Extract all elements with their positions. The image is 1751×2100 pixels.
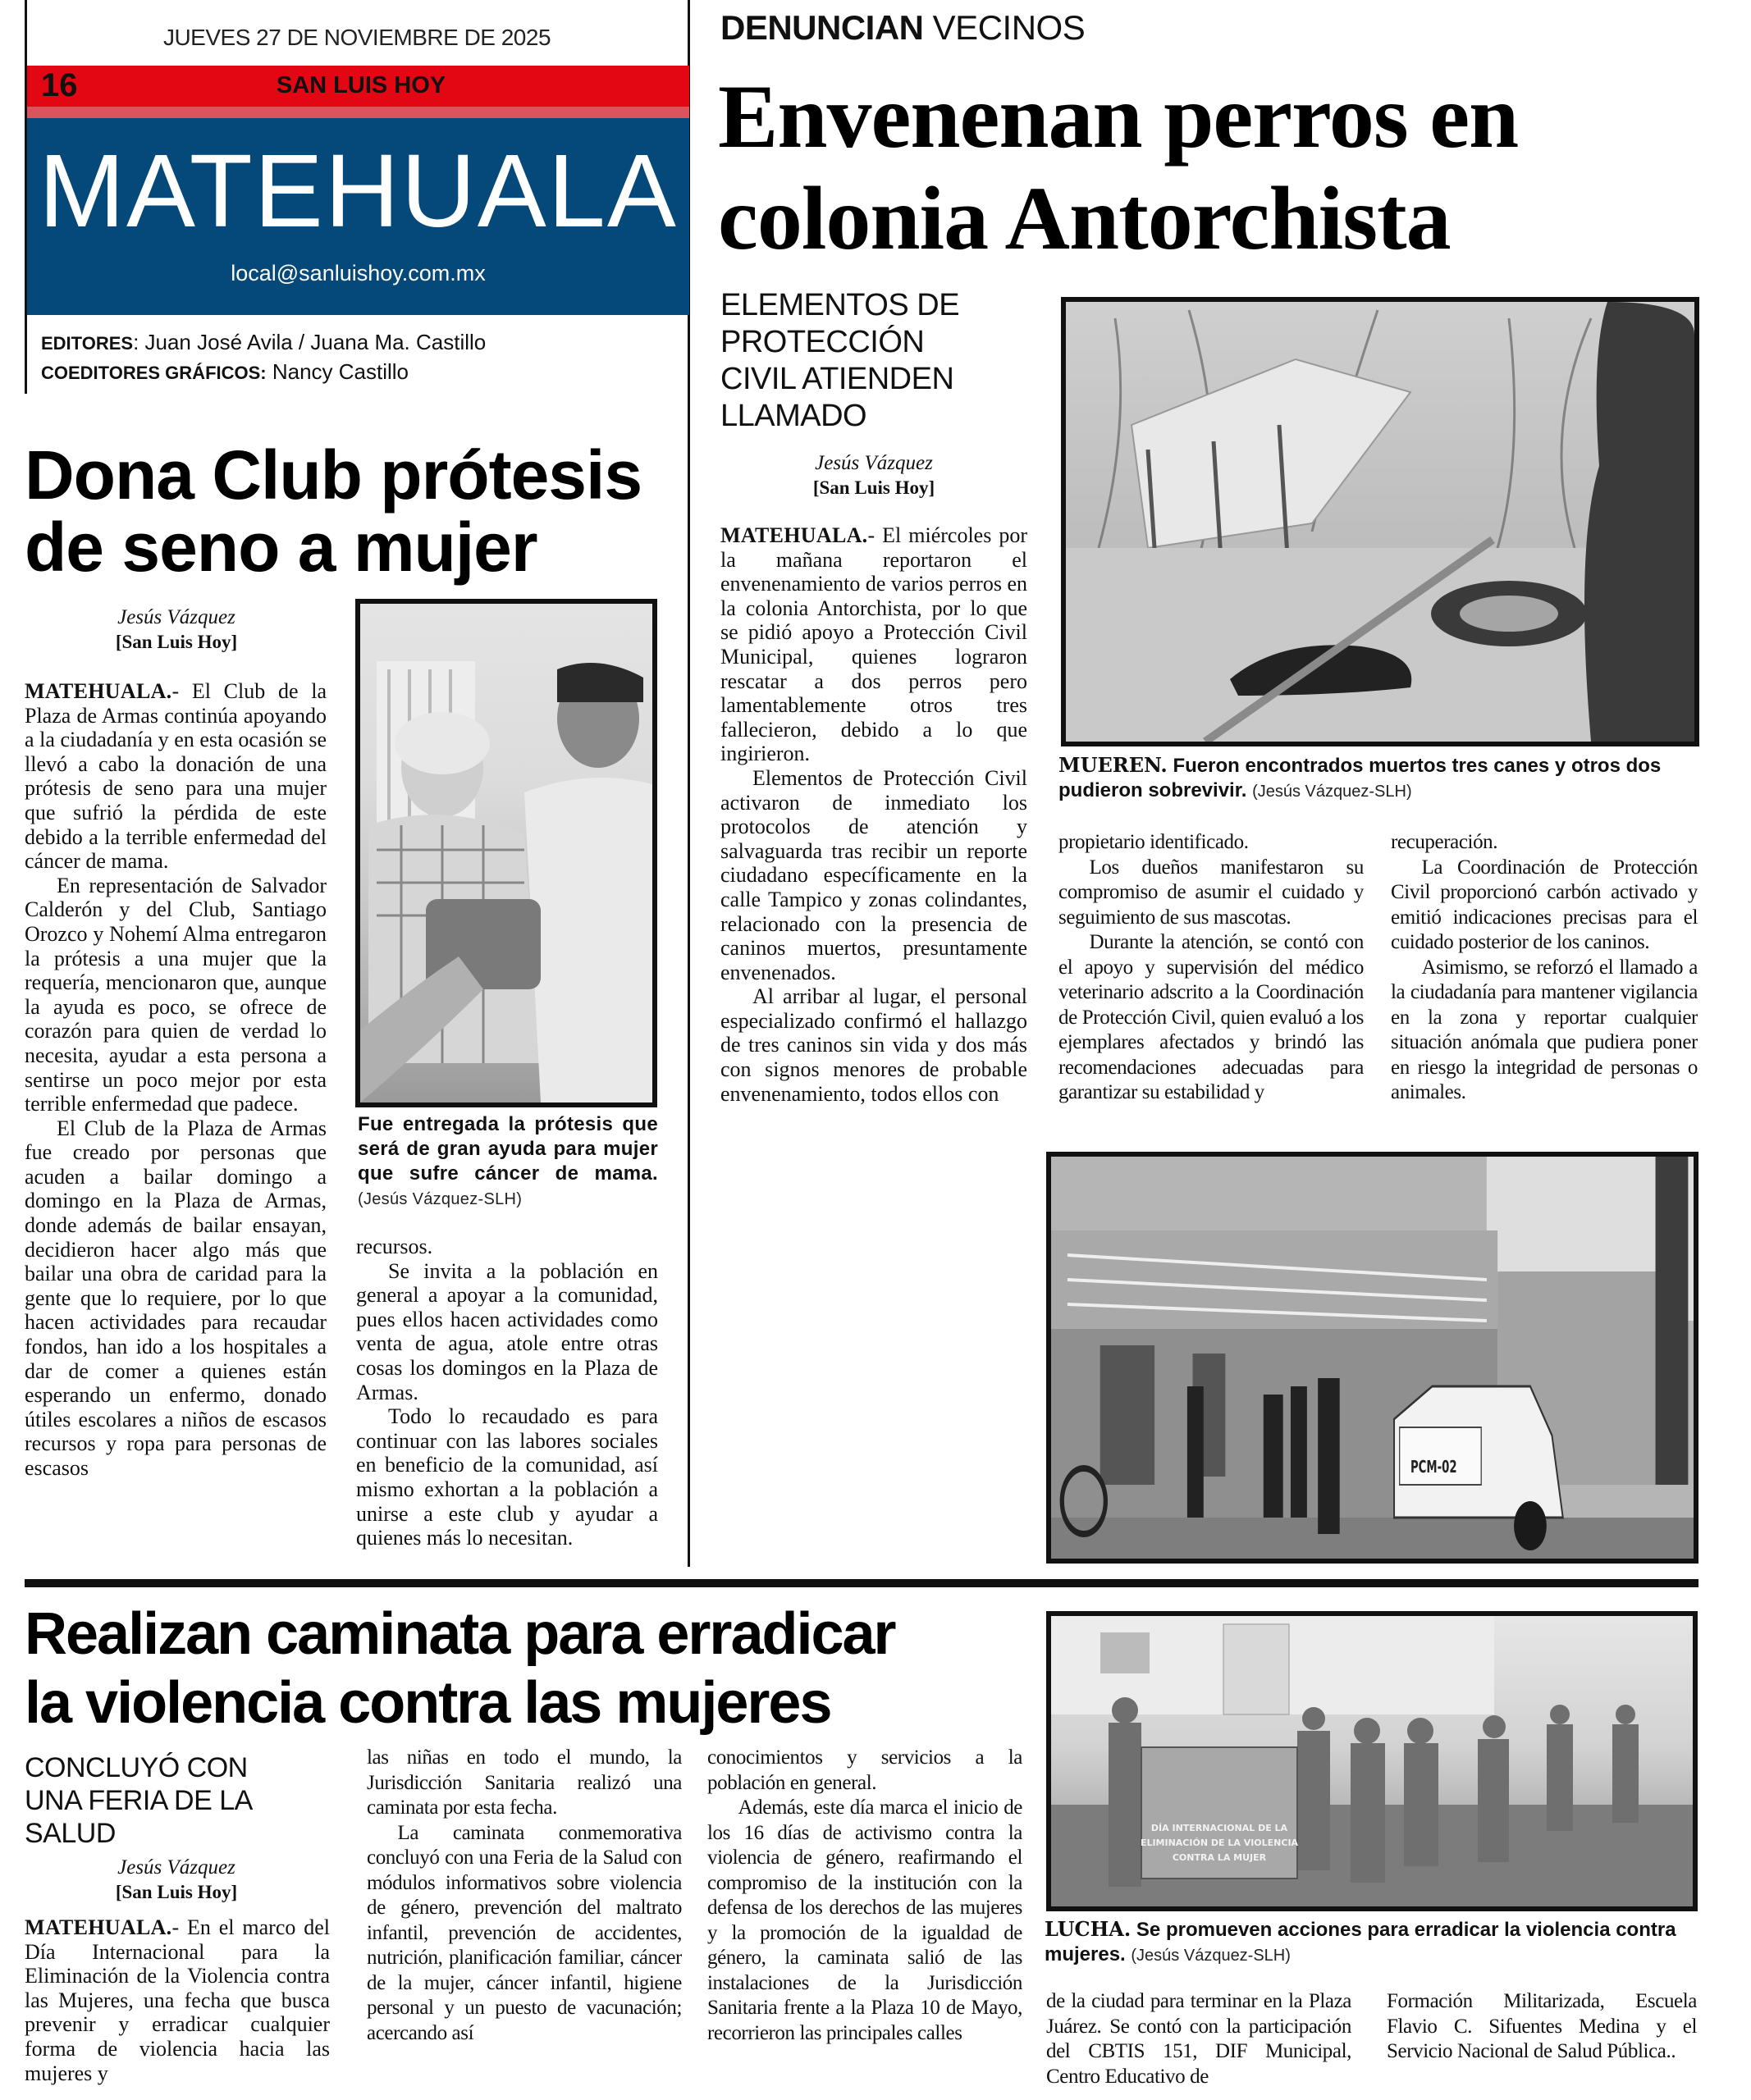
paper-name: SAN LUIS HOY [276,72,446,98]
dogs-kicker [720,8,1085,48]
march-headline-line2: la violencia contra las mujeres [25,1670,831,1736]
prosthesis-photo-caption [358,1112,658,1212]
dogs-subhead-line: CIVIL ATIENDEN [720,362,954,396]
prosthesis-byline [25,605,328,655]
march-scene-illustration [1051,1616,1693,1906]
dogs-subhead-line: PROTECCIÓN [720,325,925,359]
tall-tree [1656,1157,1689,1485]
dogs-paragraph: La Coordinación de Protección Civil proporcionó carbón activado y emitió indicaciones precisas para el cuidado posterior de los caninos. [1391,856,1698,953]
dogs-byline [738,451,1009,500]
man-shirt [524,778,652,1102]
dogs-paragraph: Al arribar al lugar, el personal especializado confirmó el hallazgo de tres caninos sin vida y dos más con signos menores de probable envenenamiento, todos ellos con [720,984,1027,1106]
march-headline-line1: Realizan caminata para erradicar [25,1601,895,1667]
dogs-body-col1 [720,523,1027,1147]
prosthesis-photo [355,599,657,1107]
prosthesis-photo-illustration [360,604,652,1102]
march-paragraph: Además, este día marca el inicio de los 16 días de activismo contra la violencia de género, reafirmando el compromiso de la institución con la defensa de los derechos de las mujeres y la promoción de la igualdad de género, la caminata salió de las instalaciones de la Jurisdicción Sanitaria frente a la Plaza 10 de Mayo, recorrieron las principales calles [707,1796,1022,2044]
march-photo [1046,1611,1698,1911]
dogs-scene-photo [1061,297,1699,746]
truck-wheel [1514,1501,1547,1550]
dogs-paragraph: MATEHUALA.- El miércoles por la mañana reportaron el envenenamiento de varios perros en la colonia Antorchista, por lo que se pidió apoyo a Protección Civil Municipal, quienes lograron rescatar a dos perros pero lamentablemente otros tres fallecieron, debido a lo que ingirieron. [720,523,1027,766]
man-hair [557,663,643,702]
march-caption-text: Se promueven acciones para erradicar la violencia contra mujeres. [1045,1919,1676,1965]
dogs-subhead-line: ELEMENTOS DE [720,288,960,322]
dogs-photo-caption [1058,753,1698,804]
building-window [1100,1632,1150,1673]
march-author: Jesús Vázquez [117,1856,235,1879]
prosthesis-paragraph: MATEHUALA.- El Club de la Plaza de Armas continúa apoyando a la ciudadanía y en esta ocasión se llevó a cabo la donación de una prótesis de seno para una mujer que sufrió la pérdida de este debido a la terrible enfermedad del cáncer de mama. [25,679,327,874]
dogs-headline [718,66,1703,269]
prosthesis-photo-credit: (Jesús Vázquez-SLH) [358,1190,523,1208]
dogs-body-col2 [1058,830,1364,1146]
prosthesis-body-col1 [25,679,327,1573]
woman-hair [395,712,490,774]
dogs-headline-line2: colonia Antorchista [718,168,1451,268]
prosthesis-caption-text: Fue entregada la prótesis que será de gran ayuda para mujer que sufre cáncer de mama. [358,1113,658,1185]
march-body-col2 [367,1746,682,2100]
march-subhead [25,1751,353,1850]
tarp-shelter [1132,359,1410,548]
banner-text-line2: ELIMINACIÓN DE LA VIOLENCIA [1140,1838,1299,1848]
editors-line [41,328,486,358]
prosthesis-paragraph: recursos. [356,1235,433,1258]
prosthesis-headline [25,436,681,586]
dogs-subhead [720,287,1049,435]
march-paragraph: de la ciudad para terminar en la Plaza Juárez. Se contó con la participación del CBTIS 151, DIF Municipal, Centro Educativo de [1046,1990,1351,2088]
dogs-paragraph: propietario identificado. [1058,831,1249,853]
street-scene-illustration [1051,1157,1694,1559]
march-paragraph: La caminata conmemorativa concluyó con una Feria de la Salud con módulos informativos sobre violencia de género, prevención del maltrato infantil, prevención de accidentes, nutrición, planificación familiar, cáncer de la mujer, cáncer infantil, higiene personal y un puesto de vacunación; acercando así [367,1821,682,2044]
street [1051,1518,1694,1559]
issue-date: JUEVES 27 DE NOVIEMBRE DE 2025 [162,25,551,50]
dogs-scene-illustration [1066,302,1694,742]
march-body-col1 [25,1915,330,2100]
dogs-kicker-light: VECINOS [923,8,1086,47]
dogs-caption-keyword: MUEREN. [1058,753,1168,777]
march-paragraph: las niñas en todo el mundo, la Jurisdicción Sanitaria realizó una caminata por esta fecha. [367,1746,682,1819]
dogs-body-col3 [1391,830,1698,1146]
section-email[interactable]: local@sanluishoy.com.mx [231,261,486,285]
dogs-headline-line1: Envenenan perros en [718,66,1519,167]
march-byline [49,1856,304,1905]
march-dateline: MATEHUALA. [25,1915,172,1939]
march-headline [25,1600,1034,1737]
section-title: MATEHUALA [39,133,678,249]
person-silhouette [1584,302,1694,742]
march-subhead-line: UNA FERIA DE LA [25,1785,253,1816]
march-subhead-line: CONCLUYÓ CON [25,1752,248,1783]
editors-label: EDITORES [41,333,134,354]
march-photo-credit: (Jesús Vázquez-SLH) [1131,1947,1291,1965]
graphic-editors-label: COEDITORES GRÁFICOS: [41,363,267,383]
dogs-paragraph: Asimismo, se reforzó el llamado a la ciudadanía para mantener vigilancia en la zona y reportar cualquier situación anómala que pudiera poner en riesgo la integridad de personas o animales. [1391,956,1698,1103]
march-paragraph: conocimientos y servicios a la población en general. [707,1746,1022,1794]
march-photo-caption [1045,1917,1701,1968]
dogs-photo-credit: (Jesús Vázquez-SLH) [1252,783,1412,801]
dogs-subhead-line: LLAMADO [720,399,867,433]
dogs-paragraph: recuperación. [1391,831,1498,853]
truck-plate: PCM-02 [1410,1458,1457,1477]
dogs-author: Jesús Vázquez [815,452,933,474]
march-outlet: [San Luis Hoy] [115,1882,238,1902]
building-door [1223,1624,1289,1714]
dogs-paragraph: Los dueños manifestaron su compromiso de asumir el cuidado y seguimiento de sus mascotas. [1058,856,1364,929]
march-paragraph: MATEHUALA.- En el marco del Día Internacional para la Eliminación de la Violencia contra las Mujeres, una fecha que busca prevenir y erradicar cualquier forma de violencia hacia las mujeres y [25,1915,330,2085]
march-body-col3 [707,1746,1022,2100]
prosthesis-headline-line1: Dona Club prótesis [25,436,642,514]
masthead-pink-strip [27,107,689,118]
graphic-editors-line [41,358,486,387]
editors-credits [41,328,486,387]
editors-names: : Juan José Avila / Juana Ma. Castillo [133,330,487,354]
window-bars [1100,1345,1154,1485]
dogs-outlet: [San Luis Hoy] [812,477,935,498]
march-subhead-line: SALUD [25,1818,116,1849]
prosthesis-paragraph: El Club de la Plaza de Armas fue creado por personas que acuden a bailar domingo a domingo en la Plaza de Armas, donde además de bailar ensayan, decidieron hacer algo más que bailar una obra de caridad para la gente que lo requiere, por lo que hacen actividades para recaudar fondos, han ido a los hospitales a dar de comer a quienes están esperando un enfermo, donado útiles escolares a niños de escasos recursos y ropa para personas de escasos [25,1116,327,1480]
march-paragraph: Formación Militarizada, Escuela Flavio C. Sifuentes Medina y el Servicio Nacional de Salud Pública.. [1387,1990,1697,2062]
dogs-kicker-bold: DENUNCIAN [720,8,924,47]
prosthesis-paragraph: Se invita a la población en general a apoyar a la comunidad, pues ellos hacen actividades como venta de agua, atole entre otras cosas los domingos en la Plaza de Armas. [356,1258,658,1404]
house-upper-floor [1051,1230,1497,1329]
banner-text-line1: DÍA INTERNACIONAL DE LA [1150,1823,1288,1833]
civil-protection-street-photo [1046,1152,1698,1564]
march-body-col5 [1387,1989,1697,2100]
prosthesis-author: Jesús Vázquez [117,606,235,628]
prosthesis-paragraph: En representación de Salvador Calderón y del Club, Santiago Orozco y Nohemí Alma entregaron la prótesis a una mujer que la requería, mencionaron que, aunque la ayuda es poco, se ofrece de corazón para quien de verdad lo necesita, ayudar a esta persona a sentirse un poco mejor por esta terrible enfermedad que padece. [25,873,327,1116]
dogs-dateline: MATEHUALA. [720,523,868,547]
dogs-paragraph: Durante la atención, se contó con el apoyo y supervisión del médico veterinario adscrito a la Coordinación de Protección Civil, quien evaluó a los ejemplares afectados y brindó las recomendaciones adecuadas para garantizar su estabilidad y [1058,931,1364,1103]
march-caption-keyword: LUCHA. [1045,1917,1132,1941]
tire-hole [1460,596,1558,632]
banner-text-line3: CONTRA LA MUJER [1172,1852,1267,1863]
graphic-editors-names: Nancy Castillo [266,359,409,384]
section-rule [25,1579,1698,1587]
prosthesis-outlet: [San Luis Hoy] [115,632,238,652]
prosthesis-body-col2 [356,1235,658,1575]
prosthesis-paragraph: Todo lo recaudado es para continuar con las labores sociales en beneficio de la comunidad, así mismo exhortan a la población a unirse a este club y ayudar a quienes más lo necesitan. [356,1404,658,1550]
dogs-caption-text: Fueron encontrados muertos tres canes y otros dos pudieron sobrevivir. [1058,755,1662,801]
dogs-paragraph: Elementos de Protección Civil activaron de inmediato los protocolos de atención y salvaguarda tras recibir un reporte ciudadano específicamente en la calle Tampico y zonas colindantes, relacionado con la presencia de caninos muertos, presuntamente envenenados. [720,765,1027,984]
march-body-col4 [1046,1989,1351,2100]
page-number: 16 [41,67,78,103]
prosthesis-dateline: MATEHUALA. [25,679,172,703]
prosthesis-headline-line2: de seno a mujer [25,509,537,586]
